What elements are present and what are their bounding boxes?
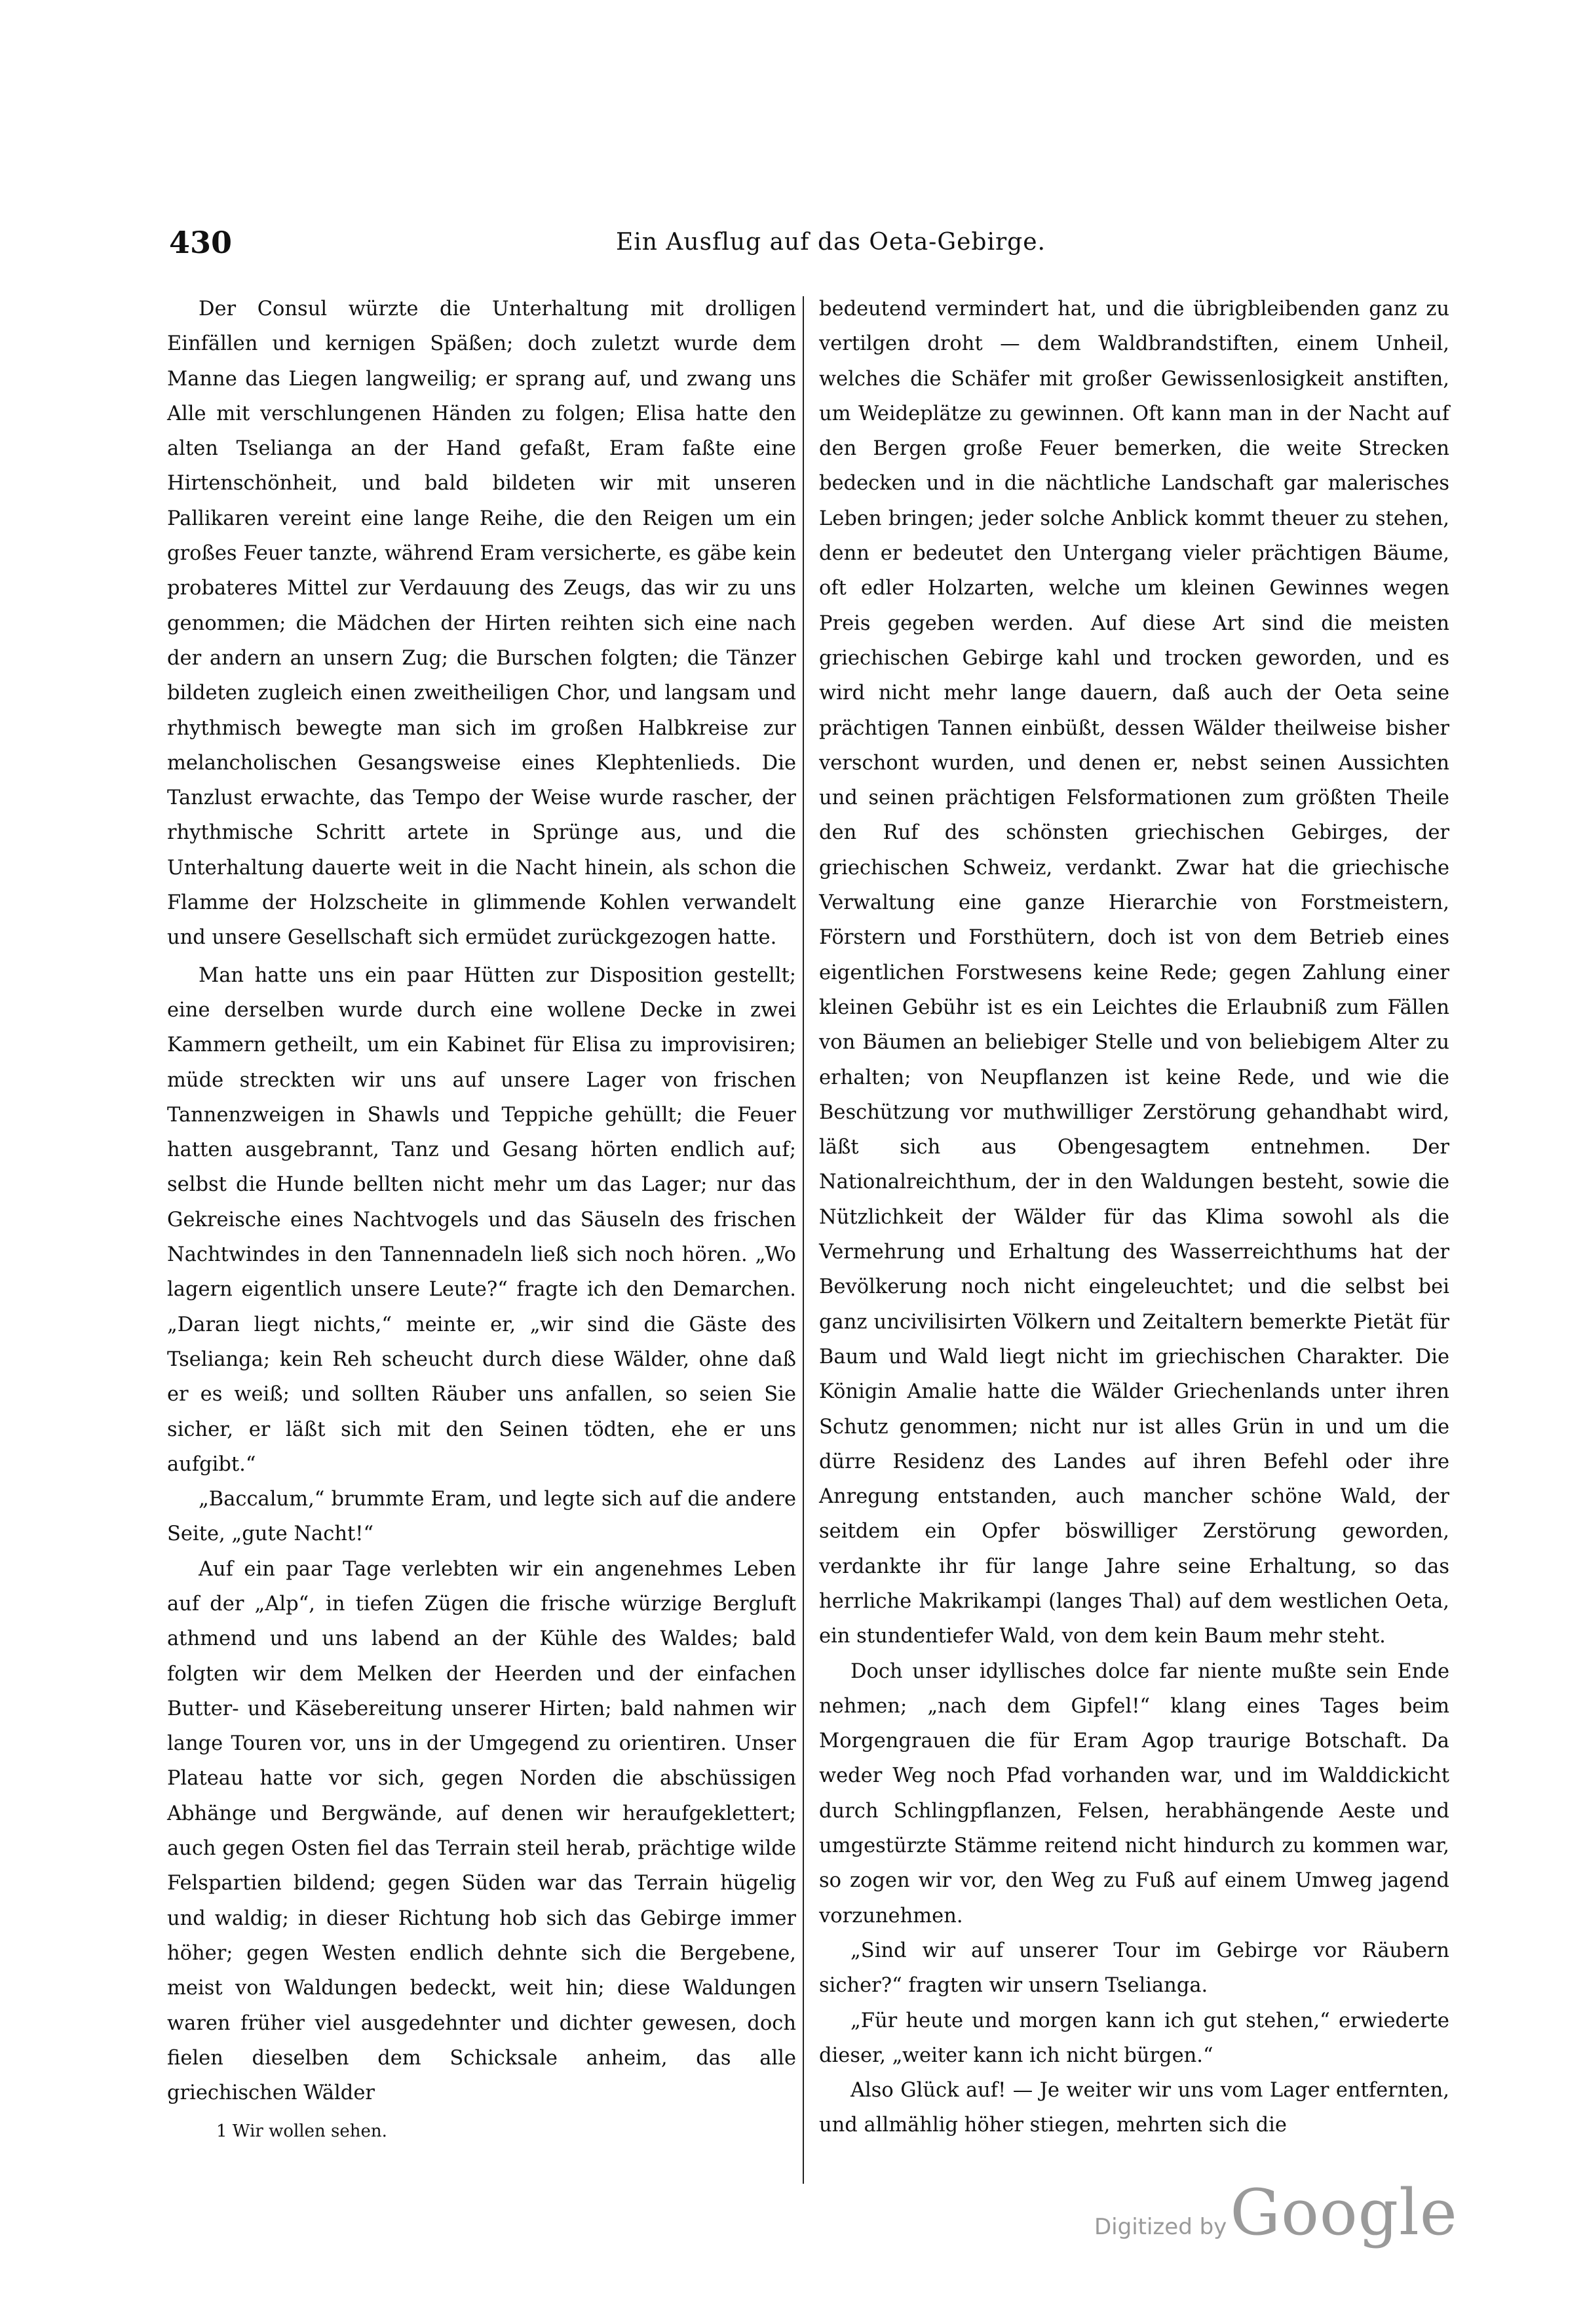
paragraph-text: „Baccalum,“ brummte Eram, und legte sich auf die andere Seite, „gute Nacht!“: [167, 1488, 796, 1546]
paragraph: Doch unser idyllisches dolce far niente mußte sein Ende nehmen; „nach dem Gipfel!“ klang eines Tages beim Morgengrauen die für Eram Agop traurige Botschaft. Da weder Weg noch Pfad vorhanden war, und im Walddickicht durch Schlingpflanzen, Felsen, herabhängende Aeste und umgestürzte Stämme reitend nicht hindurch zu kommen war, so zogen wir vor, den Weg zu Fuß auf einem Umweg jagend vorzunehmen.: [819, 1659, 1449, 1927]
paragraph: Auf ein paar Tage verlebten wir ein angenehmes Leben auf der „Alp“, in tiefen Zügen die frische würzige Bergluft athmend und uns labend an der Kühle des Waldes; bald folgten wir dem Melken der Heerden und der einfachen Butter- und Käsebereitung unserer Hirten; bald nahmen wir lange Touren vor, uns in der Umgegend zu orientiren. Unser Plateau hatte vor sich, gegen Norden die abschüssigen Abhänge und Bergwände, auf denen wir heraufgeklettert; auch gegen Osten fiel das Terrain steil herab, prächtige wilde Felspartien bildend; gegen Süden war das Terrain hügelig und waldig; in dieser Richtung hob sich das Gebirge immer höher; gegen Westen endlich dehnte sich die Bergebene, meist von Waldungen bedeckt, weit hin; diese Waldungen waren früher viel ausgedehnter und dichter gewesen, doch fielen dieselben dem Schicksale anheim, das alle griechischen Wälder: [167, 1557, 796, 2105]
paragraph: Der Consul würzte die Unterhaltung mit drolligen Einfällen und kernigen Späßen; doch zuletzt wurde dem Manne das Liegen langweilig; er sprang auf, und zwang uns Alle mit verschlungenen Händen zu folgen; Elisa hatte den alten Tseliangа an der Hand gefaßt, Eram faßte eine Hirtenschönheit, und bald bildeten wir mit unseren Pallikaren vereint eine lange Reihe, die den Reigen um ein großes Feuer tanzte, während Eram versicherte, es gäbe kein probateres Mittel zur Verdauung des Zeugs, das wir zu uns genommen; die Mädchen der Hirten reihten sich eine nach der andern an unsern Zug; die Burschen folgten; die Tänzer bildeten zugleich einen zweitheiligen Chor, und langsam und rhythmisch bewegte man sich im großen Halbkreise zur melancholischen Gesangsweise eines Klephtenlieds. Die Tanzlust erwachte, das Tempo der Weise wurde rascher, der rhythmische Schritt artete in Sprünge aus, und die Unterhaltung dauerte weit in die Nacht hinein, als schon die Flamme der Holzscheite in glimmende Kohlen verwandelt und unsere Gesellschaft sich ermüdet zurückgezogen hatte.: [167, 298, 796, 950]
paragraph: bedeutend vermindert hat, und die übrigbleibenden ganz zu vertilgen droht — dem Waldbrandstiften, einem Unheil, welches die Schäfer mit großer Gewissenlosigkeit anstiften, um Weideplätze zu gewinnen. Oft kann man in der Nacht auf den Bergen große Feuer bemerken, die weite Strecken bedecken und in die nächtliche Landschaft gar malerisches Leben bringen; jeder solche Anblick kommt theuer zu stehen, denn er bedeutet den Untergang vieler prächtigen Bäume, oft edler Holzarten, welche um kleinen Gewinnes wegen Preis gegeben werden. Auf diese Art sind die meisten griechischen Gebirge kahl und trocken geworden, und es wird nicht mehr lange dauern, daß auch der Oeta seine prächtigen Tannen einbüßt, dessen Wälder theilweise bisher verschont wurden, und denen er, nebst seinen Aussichten und seinen prächtigen Felsformationen zum größten Theile den Ruf des schönsten griechischen Gebirges, der griechischen Schweiz, verdankt. Zwar hat die griechische Verwaltung eine ganze Hierarchie von Forstmeistern, Förstern und Forsthütern, doch ist von dem Betrieb eines eigentlichen Forstwesens keine Rede; gegen Zahlung einer kleinen Gebühr ist es ein Leichtes die Erlaubniß zum Fällen von Bäumen an beliebiger Stelle und von beliebigem Alter zu erhalten; von Neupflanzen ist keine Rede, und wie die Beschützung vor muthwilliger Zerstörung gehandhabt wird, läßt sich aus Obengesagtem entnehmen. Der Nationalreichthum, der in den Waldungen besteht, sowie die Nützlichkeit der Wälder für das Klima sowohl als die Vermehrung und Erhaltung des Wasserreichthums hat der Bevölkerung noch nicht eingeleuchtet; und die selbst bei ganz uncivilisirten Völkern und Zeitaltern bemerkte Pietät für Baum und Wald liegt nicht im griechischen Charakter. Die Königin Amalie hatte die Wälder Griechenlands unter ihren Schutz genommen; nicht nur ist alles Grün in und um die dürre Residenz des Landes auf ihren Befehl oder ihre Anregung entstanden, auch mancher schöne Wald, der seitdem ein Opfer böswilliger Zerstörung geworden, verdankte ihr für lange Jahre seine Erhaltung, so das herrliche Makrikampi (langes Thal) auf dem westlichen Oeta, ein stundentiefer Wald, von dem kein Baum mehr steht.: [819, 298, 1449, 1648]
left-column: [167, 292, 796, 2110]
digitized-watermark: [1094, 2176, 1458, 2249]
watermark-prefix: Digitized by: [1094, 2214, 1227, 2240]
paragraph: Also Glück auf! — Je weiter wir uns vom Lager entfernten, und allmählig höher stiegen, mehrten sich die: [819, 2079, 1449, 2137]
paragraph: [167, 1482, 796, 1552]
paragraph: Man hatte uns ein paar Hütten zur Disposition gestellt; eine derselben wurde durch eine wollene Decke in zwei Kammern getheilt, um ein Kabinet für Elisa zu improvisiren; müde streckten wir uns auf unsere Lager von frischen Tannenzweigen in Shawls und Teppiche gehüllt; die Feuer hatten ausgebrannt, Tanz und Gesang hörten endlich auf; selbst die Hunde bellten nicht mehr um das Lager; nur das Gekreische eines Nachtvogels und das Säuseln des frischen Nachtwindes in den Tannennadeln ließ sich noch hören. „Wo lagern eigentlich unsere Leute?“ fragte ich den Demarchen. „Daran liegt nichts,“ meinte er, „wir sind die Gäste des Tseliangа; kein Reh scheucht durch diese Wälder, ohne daß er es weiß; und sollten Räuber uns anfallen, so seien Sie sicher, er läßt sich mit den Seinen tödten, ehe er uns aufgibt.“: [167, 963, 796, 1476]
paragraph: „Für heute und morgen kann ich gut stehen,“ erwiederte dieser, „weiter kann ich nicht bürgen.“: [819, 2009, 1449, 2067]
running-title: Ein Ausflug auf das Oeta-Gebirge.: [616, 229, 1046, 256]
paragraph: „Sind wir auf unserer Tour im Gebirge vor Räubern sicher?“ fragten wir unsern Tseliangа.: [819, 1939, 1449, 1998]
google-logo: Google: [1230, 2176, 1458, 2249]
footnote: 1 Wir wollen sehen.: [216, 2121, 387, 2141]
page-header: [0, 223, 1585, 262]
column-divider: [803, 296, 804, 2184]
right-column: [819, 292, 1449, 2143]
page-number: 430: [169, 225, 233, 260]
